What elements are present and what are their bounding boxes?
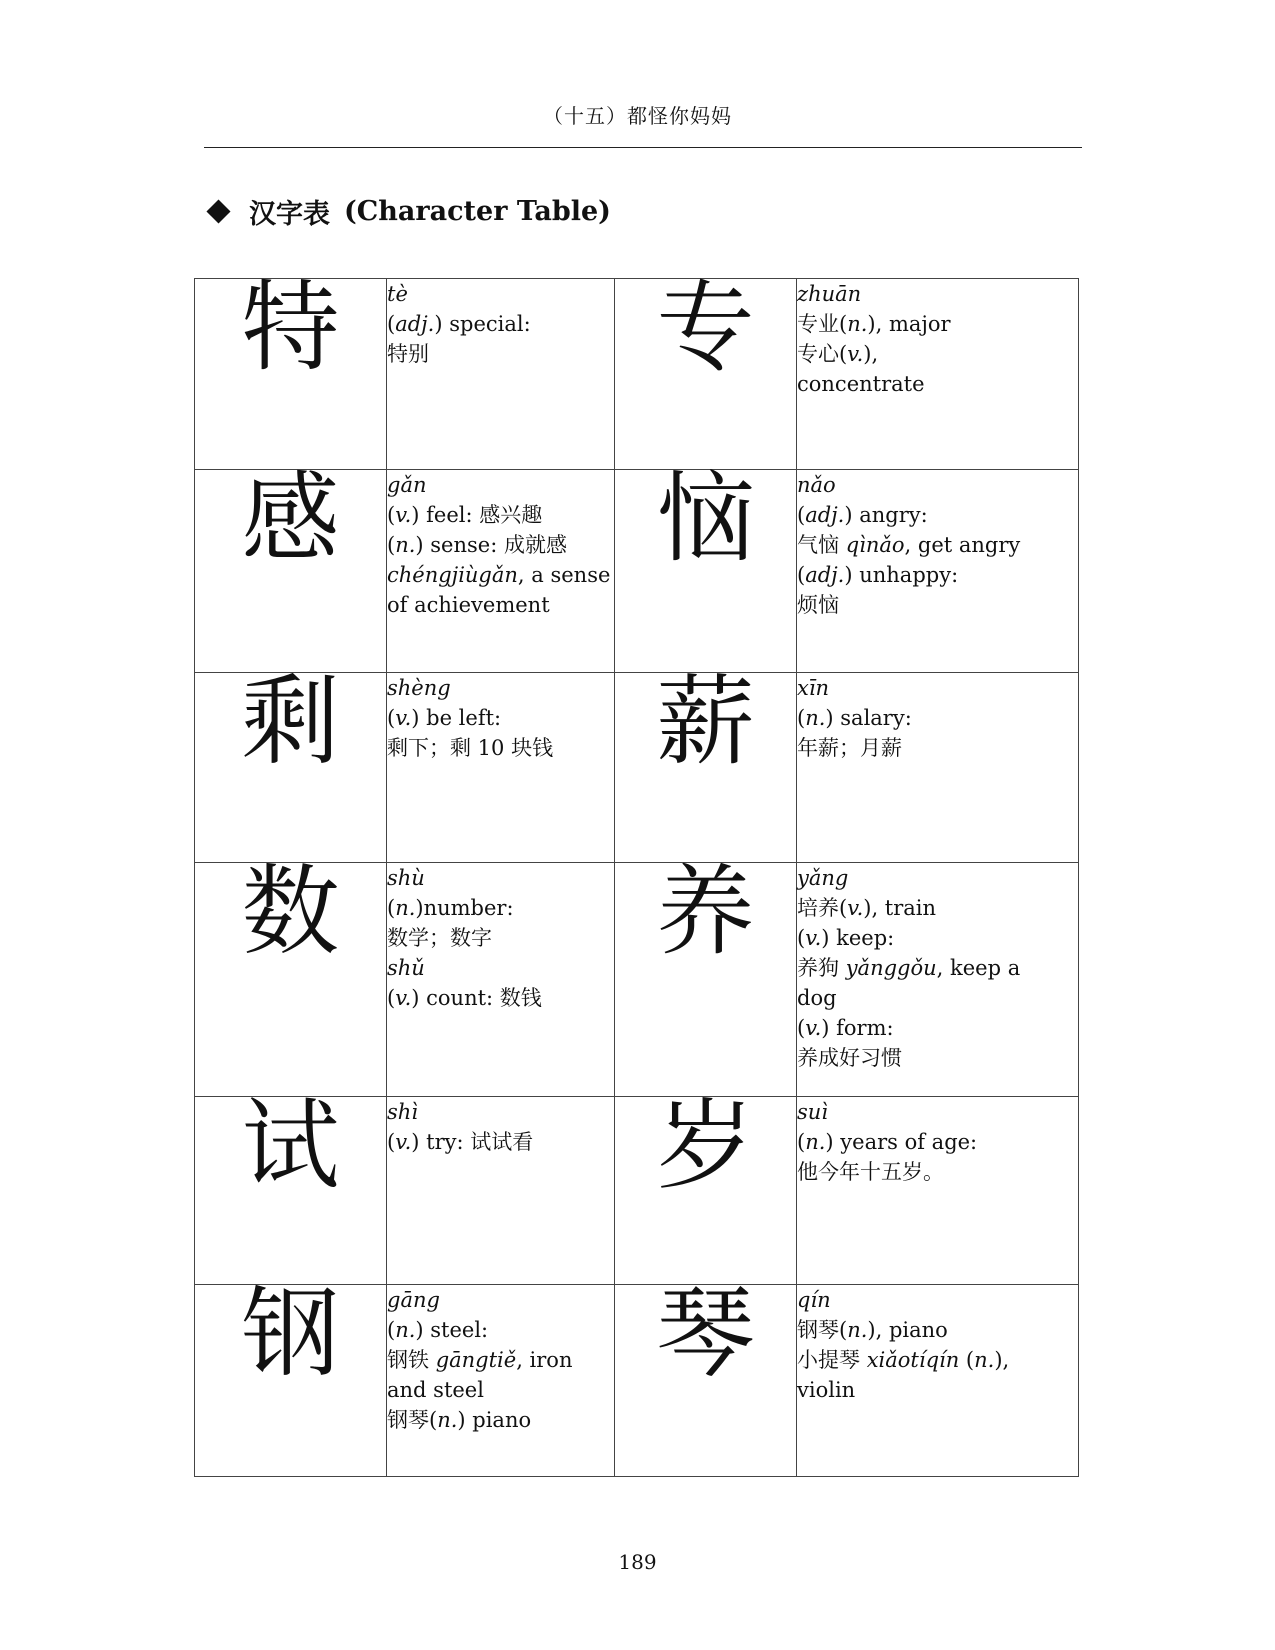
hanzi-cell: 剩 xyxy=(195,673,387,863)
hanzi-cell: 养 xyxy=(615,863,797,1097)
definition-line: (v.) keep: xyxy=(797,926,895,950)
pinyin: nǎo xyxy=(797,473,836,497)
table-row xyxy=(195,1285,1079,1477)
table-row xyxy=(195,470,1079,673)
pinyin: qín xyxy=(797,1288,831,1312)
definition-line: (n.) years of age: xyxy=(797,1130,978,1154)
definition-line: (adj.) angry: xyxy=(797,503,928,527)
definition-cell xyxy=(387,279,615,470)
hanzi-cell: 数 xyxy=(195,863,387,1097)
definition-line: (v.) count: 数钱 xyxy=(387,986,542,1010)
definition-cell xyxy=(387,863,615,1097)
pinyin: suì xyxy=(797,1100,829,1124)
section-heading xyxy=(210,192,611,231)
definition-line: (v.) form: xyxy=(797,1016,894,1040)
pinyin: shù xyxy=(387,866,425,890)
definition-line: (n.) salary: xyxy=(797,706,912,730)
definition-line: 钢琴(n.) piano xyxy=(387,1408,532,1432)
definition-line: (v.) try: 试试看 xyxy=(387,1130,534,1154)
definition-cell xyxy=(387,1285,615,1477)
definition-cell xyxy=(797,279,1079,470)
table-row xyxy=(195,1097,1079,1285)
definition-line: shǔ xyxy=(387,956,425,980)
definition-line: 专心(v.), xyxy=(797,342,879,366)
definition-cell xyxy=(387,1097,615,1285)
running-header: （十五）都怪你妈妈 xyxy=(543,104,732,128)
hanzi-cell: 岁 xyxy=(615,1097,797,1285)
pinyin: gǎn xyxy=(387,473,427,497)
definition-cell xyxy=(797,863,1079,1097)
pinyin: yǎng xyxy=(797,866,849,890)
definition-line: chéngjiùgǎn, a sense xyxy=(387,563,611,587)
definition-line: 小提琴 xiǎotíqín (n.), xyxy=(797,1348,1010,1372)
hanzi-cell: 薪 xyxy=(615,673,797,863)
definition-line: (n.) sense: 成就感 xyxy=(387,533,567,557)
definition-line: 数学；数字 xyxy=(387,926,492,950)
definition-line: violin xyxy=(797,1378,856,1402)
page-number: 189 xyxy=(618,1550,657,1574)
definition-line: (adj.) special: xyxy=(387,312,531,336)
definition-line: 特别 xyxy=(387,342,429,366)
definition-line: (v.) be left: xyxy=(387,706,502,730)
definition-cell xyxy=(797,470,1079,673)
definition-line: concentrate xyxy=(797,372,925,396)
pinyin: xīn xyxy=(797,676,830,700)
character-table xyxy=(194,271,1079,1477)
definition-line: 他今年十五岁。 xyxy=(797,1160,944,1184)
definition-line: 气恼 qìnǎo, get angry xyxy=(797,533,1021,557)
table-row xyxy=(195,279,1079,470)
definition-line: (v.) feel: 感兴趣 xyxy=(387,503,543,527)
section-title-cn: 汉字表 xyxy=(249,199,330,230)
definition-line: (n.) steel: xyxy=(387,1318,489,1342)
definition-line: 钢琴(n.), piano xyxy=(797,1318,948,1342)
definition-line: 剩下；剩 10 块钱 xyxy=(387,736,554,760)
hanzi-cell: 感 xyxy=(195,470,387,673)
definition-line: 培养(v.), train xyxy=(797,896,937,920)
definition-line: 专业(n.), major xyxy=(797,312,951,336)
definition-line: (n.)number: xyxy=(387,896,514,920)
table-row xyxy=(195,863,1079,1097)
pinyin: zhuān xyxy=(797,282,862,306)
definition-line: 养成好习惯 xyxy=(797,1046,902,1070)
definition-line: and steel xyxy=(387,1378,484,1402)
header-rule xyxy=(204,147,1082,148)
hanzi-cell: 钢 xyxy=(195,1285,387,1477)
definition-line: dog xyxy=(797,986,837,1010)
definition-line: of achievement xyxy=(387,593,550,617)
definition-cell xyxy=(387,470,615,673)
hanzi-cell: 专 xyxy=(615,279,797,470)
definition-line: (adj.) unhappy: xyxy=(797,563,959,587)
hanzi-cell: 琴 xyxy=(615,1285,797,1477)
pinyin: shì xyxy=(387,1100,419,1124)
pinyin: shèng xyxy=(387,676,451,700)
definition-line: 钢铁 gāngtiě, iron xyxy=(387,1348,573,1372)
definition-line: 烦恼 xyxy=(797,593,839,617)
diamond-bullet-icon xyxy=(206,199,230,223)
definition-cell xyxy=(797,673,1079,863)
definition-cell xyxy=(797,1285,1079,1477)
hanzi-cell: 特 xyxy=(195,279,387,470)
definition-cell xyxy=(387,673,615,863)
section-title-en: (Character Table) xyxy=(344,196,611,227)
definition-line: 养狗 yǎnggǒu, keep a xyxy=(797,956,1021,980)
hanzi-cell: 恼 xyxy=(615,470,797,673)
hanzi-cell: 试 xyxy=(195,1097,387,1285)
definition-cell xyxy=(797,1097,1079,1285)
table-row xyxy=(195,673,1079,863)
pinyin: gāng xyxy=(387,1288,440,1312)
definition-line: 年薪；月薪 xyxy=(797,736,902,760)
pinyin: tè xyxy=(387,282,408,306)
